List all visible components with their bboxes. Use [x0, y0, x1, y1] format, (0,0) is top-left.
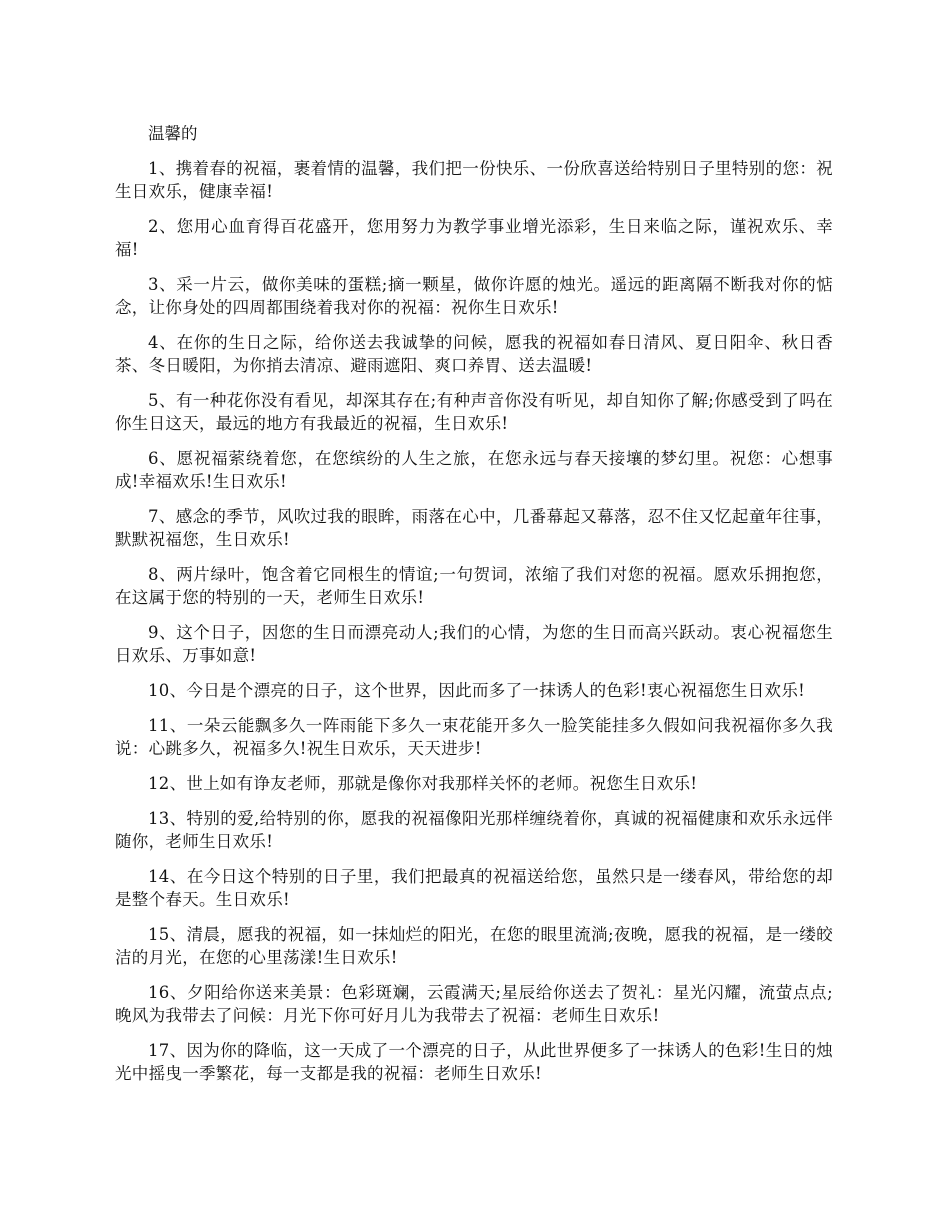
- paragraph-15: 15、清晨，愿我的祝福，如一抹灿烂的阳光，在您的眼里流淌;夜晚，愿我的祝福，是一缕皎洁的月光，在您的心里荡漾!生日欢乐!: [115, 925, 833, 967]
- document-heading: 温馨的: [148, 124, 198, 143]
- paragraph-5: 5、有一种花你没有看见，却深其存在;有种声音你没有听见，却自知你了解;你感受到了吗在你生日这天，最远的地方有我最近的祝福，生日欢乐!: [115, 391, 833, 433]
- document-body: [115, 122, 833, 1097]
- paragraph-4: 4、在你的生日之际，给你送去我诚挚的问候，愿我的祝福如春日清风、夏日阳伞、秋日香茶、冬日暖阳，为你捎去清凉、避雨遮阳、爽口养胃、送去温暖!: [115, 333, 833, 375]
- paragraph-2: 2、您用心血育得百花盛开，您用努力为教学事业增光添彩，生日来临之际，谨祝欢乐、幸福!: [115, 217, 833, 259]
- paragraph-17: 17、因为你的降临，这一天成了一个漂亮的日子，从此世界便多了一抹诱人的色彩!生日的烛光中摇曳一季繁花，每一支都是我的祝福：老师生日欢乐!: [115, 1041, 833, 1083]
- paragraph-16: 16、夕阳给你送来美景：色彩斑斓，云霞满天;星辰给你送去了贺礼：星光闪耀，流萤点点;晚风为我带去了问候：月光下你可好月儿为我带去了祝福：老师生日欢乐!: [115, 983, 833, 1025]
- paragraph-10: 10、今日是个漂亮的日子，这个世界，因此而多了一抹诱人的色彩!衷心祝福您生日欢乐!: [148, 681, 806, 700]
- paragraph-1: 1、携着春的祝福，裹着情的温馨，我们把一份快乐、一份欣喜送给特别日子里特别的您：祝生日欢乐，健康幸福!: [115, 159, 833, 201]
- paragraph-8: 8、两片绿叶，饱含着它同根生的情谊;一句贺词，浓缩了我们对您的祝福。愿欢乐拥抱您，在这属于您的特别的一天，老师生日欢乐!: [115, 565, 833, 607]
- paragraph-13: 13、特别的爱,给特别的你，愿我的祝福像阳光那样缠绕着你，真诚的祝福健康和欢乐永远伴随你，老师生日欢乐!: [115, 809, 833, 851]
- paragraph-14: 14、在今日这个特别的日子里，我们把最真的祝福送给您，虽然只是一缕春风，带给您的却是整个春天。生日欢乐!: [115, 867, 833, 909]
- paragraph-6: 6、愿祝福萦绕着您，在您缤纷的人生之旅，在您永远与春天接壤的梦幻里。祝您：心想事成!幸福欢乐!生日欢乐!: [115, 449, 833, 491]
- paragraph-11: 11、一朵云能飘多久一阵雨能下多久一束花能开多久一脸笑能挂多久假如问我祝福你多久我说：心跳多久，祝福多久!祝生日欢乐，天天进步!: [115, 716, 833, 758]
- paragraph-12: 12、世上如有诤友老师，那就是像你对我那样关怀的老师。祝您生日欢乐!: [148, 774, 698, 793]
- paragraph-3: 3、采一片云，做你美味的蛋糕;摘一颗星，做你许愿的烛光。遥远的距离隔不断我对你的惦念，让你身处的四周都围绕着我对你的祝福：祝你生日欢乐!: [115, 275, 833, 317]
- paragraph-9: 9、这个日子，因您的生日而漂亮动人;我们的心情，为您的生日而高兴跃动。衷心祝福您生日欢乐、万事如意!: [115, 623, 833, 665]
- paragraph-7: 7、感念的季节，风吹过我的眼眸，雨落在心中，几番幕起又幕落，忍不住又忆起童年往事，默默祝福您，生日欢乐!: [115, 507, 833, 549]
